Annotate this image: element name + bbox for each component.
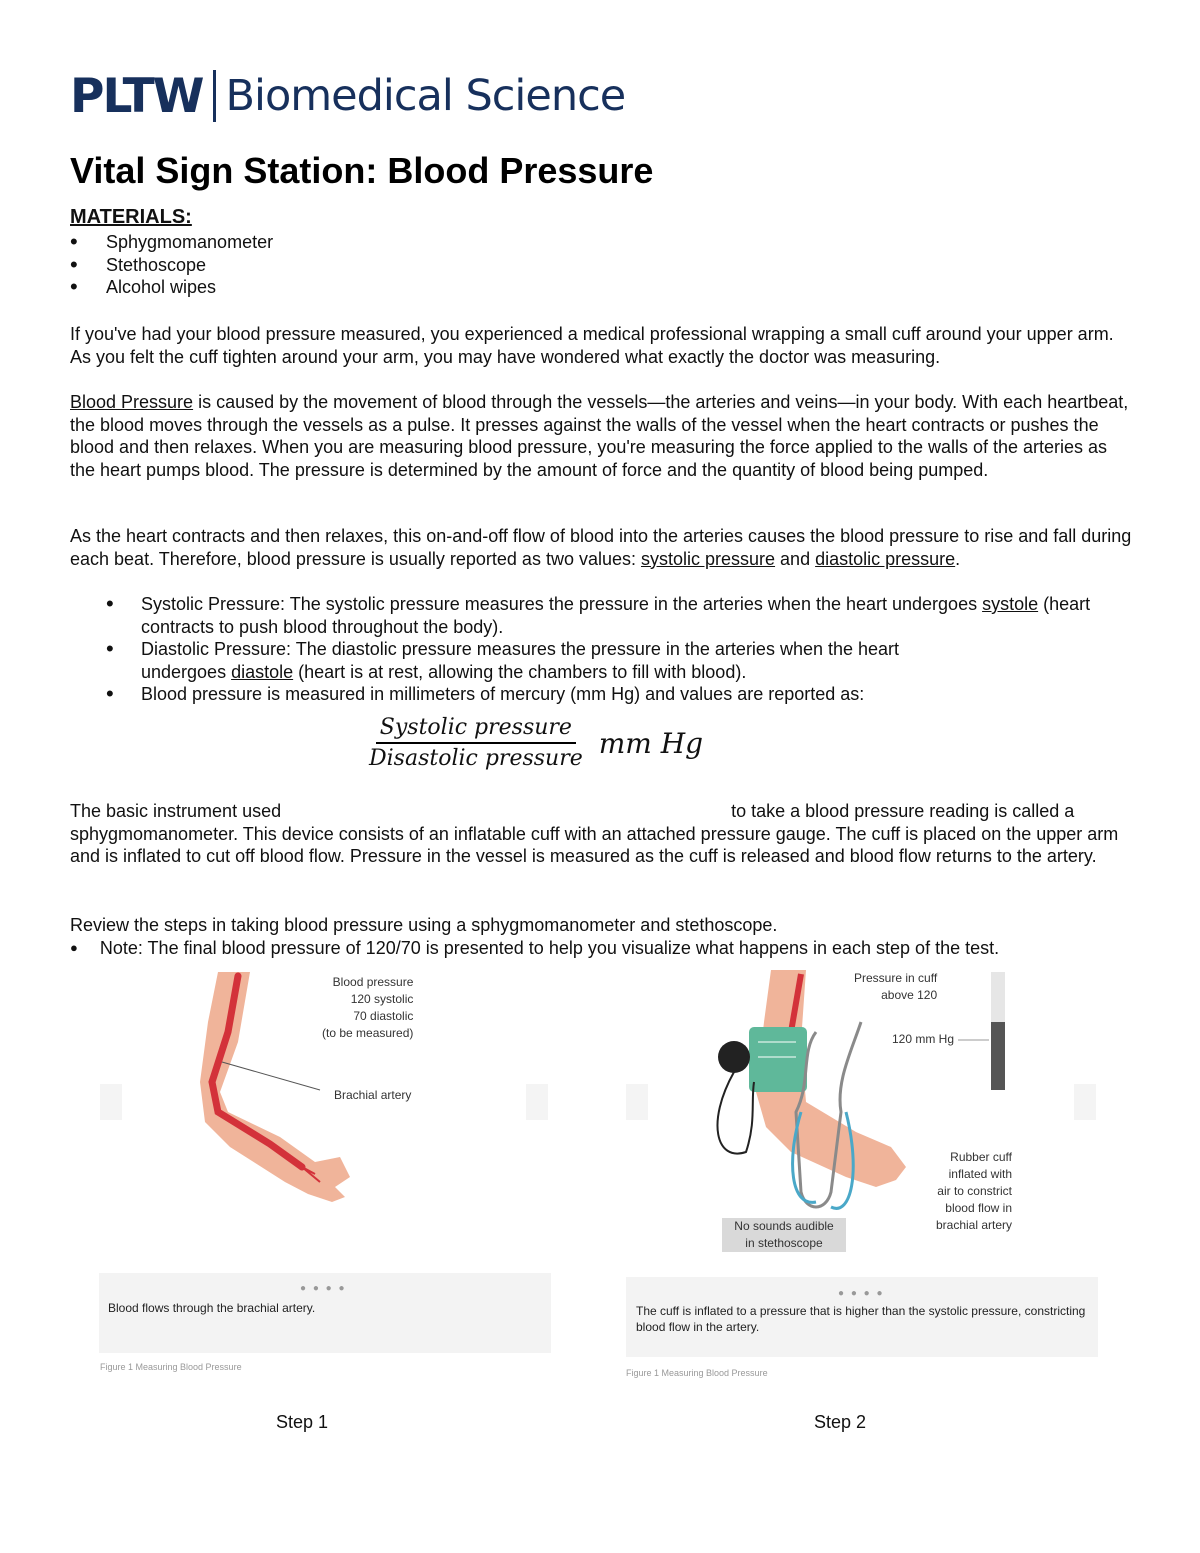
formula-numerator: Systolic pressure <box>376 715 576 744</box>
step-2-label: Step 2 <box>814 1412 867 1432</box>
term-blood-pressure: Blood Pressure <box>70 392 194 412</box>
figure-label: Figure 1 Measuring Blood Pressure <box>100 1362 242 1372</box>
figure-caption: The cuff is inflated to a pressure that is higher than the systolic pressure, constricting blood flow in the artery. <box>636 1304 1086 1334</box>
figure-caption: Blood flows through the brachial artery. <box>108 1301 316 1315</box>
list-item-systolic <box>106 593 1136 638</box>
list-item: • Stethoscope <box>70 254 273 277</box>
cuff-label-line: brachial artery <box>935 1218 1012 1232</box>
gauge-label: 120 mm Hg <box>892 1032 955 1046</box>
materials-list <box>70 231 273 299</box>
cuff-label-line: blood flow in <box>945 1201 1012 1215</box>
values-text: As the heart contracts and then relaxes, this on-and-off flow of blood into the arteries causes the blood pressure to rise and fall during each beat. Therefore, blood pressure is usually reported as two values: <box>70 526 1132 569</box>
list-item: • Alcohol wipes <box>70 276 273 299</box>
systolic-text-end: (heart contracts to push blood throughout the body). <box>141 594 1091 637</box>
instrument-lead: The basic instrument used <box>70 801 282 821</box>
formula-denominator: Disastolic pressure <box>369 746 583 771</box>
carousel-dots[interactable]: ● ● ● ● <box>838 1288 885 1299</box>
figure-2 <box>606 962 1100 1382</box>
cuff-label-line: inflated with <box>948 1167 1012 1181</box>
list-item-units: • Blood pressure is measured in millimeters of mercury (mm Hg) and values are reported as: <box>106 683 1136 706</box>
pressure-label <box>854 970 937 1004</box>
cuff-label <box>912 1149 1012 1234</box>
systolic-text: Systolic Pressure: The systolic pressure measures the pressure in the arteries when the heart undergoes <box>141 594 983 614</box>
values-end: . <box>955 548 961 569</box>
pressure-list <box>106 593 1136 706</box>
materials-heading: MATERIALS: <box>70 206 192 228</box>
review-paragraph: Review the steps in taking blood pressure using a sphygmomanometer and stethoscope. <box>70 915 778 935</box>
diastolic-text-end: (heart is at rest, allowing the chambers to fill with blood). <box>293 661 747 682</box>
sound-label-line: in stethoscope <box>745 1236 823 1250</box>
artery-label: Brachial artery <box>334 1088 412 1102</box>
logo-divider <box>213 70 216 122</box>
sound-label <box>722 1218 846 1252</box>
pressure-label-line: above 120 <box>881 988 938 1002</box>
bp-label-line: (to be measured) <box>322 1026 414 1040</box>
values-and: and <box>775 548 816 569</box>
cuff-label-line: Rubber cuff <box>950 1150 1012 1164</box>
diastolic-text: Diastolic Pressure: The diastolic pressure measures the pressure in the arteries when the heart undergoes <box>141 639 900 682</box>
term-systole: systole <box>982 594 1039 614</box>
pltw-logo <box>70 68 625 124</box>
bp-label <box>322 974 413 1042</box>
figure-1 <box>70 962 560 1382</box>
note-item: ● Note: The final blood pressure of 120/70 is presented to help you visualize what happens in each step of the test. <box>70 937 999 962</box>
values-paragraph <box>70 525 1135 570</box>
formula-fraction <box>365 715 587 771</box>
bp-label-line: Blood pressure <box>332 975 414 989</box>
formula-unit: mm Hg <box>598 726 704 760</box>
term-systolic-pressure: systolic pressure <box>641 548 776 569</box>
figure-label: Figure 1 Measuring Blood Pressure <box>626 1368 768 1378</box>
sound-label-line: No sounds audible <box>734 1219 834 1233</box>
term-diastolic-pressure: diastolic pressure <box>815 548 956 569</box>
step-1-label: Step 1 <box>276 1412 329 1432</box>
pressure-label-line: Pressure in cuff <box>854 971 938 985</box>
logo-subtitle: Biomedical Science <box>225 71 626 121</box>
intro-paragraph: If you've had your blood pressure measured, you experienced a medical professional wrapping a small cuff around your upper arm. As you felt the cuff tighten around your arm, you may have wondered what exactly the doctor was measuring. <box>70 324 1114 367</box>
list-item-diastolic <box>106 638 931 683</box>
page-title: Vital Sign Station: Blood Pressure <box>70 150 654 191</box>
instrument-paragraph <box>70 800 1135 868</box>
term-diastole: diastole <box>231 661 294 682</box>
bp-label-line: 120 systolic <box>350 992 414 1006</box>
definition-text: is caused by the movement of blood through the vessels—the arteries and veins—in your body. With each heartbeat, the blood moves through the vessels as a pulse. It presses against the walls of the vessel when the heart contracts or pushes the blood and then relaxes. When you are measuring blood pressure, you're measuring the force applied to the walls of the arteries as the heart pumps blood. The pressure is determined by the amount of force and the quantity of blood being pumped. <box>70 392 1129 480</box>
instrument-text: to take a blood pressure reading is called a sphygmomanometer. This device consists of an inflatable cuff with an attached pressure gauge. The cuff is placed on the upper arm and is inflated to cut off blood flow. Pressure in the vessel is measured as the cuff is released and blood flow returns to the artery. <box>70 801 1119 866</box>
carousel-dots[interactable]: ● ● ● ● <box>300 1283 347 1294</box>
logo-brand: PLTW <box>70 68 203 124</box>
list-item: • Sphygmomanometer <box>70 231 273 254</box>
cuff-label-line: air to constrict <box>937 1184 1012 1198</box>
bp-formula <box>365 715 703 771</box>
bp-label-line: 70 diastolic <box>353 1009 414 1023</box>
arm-illustration <box>70 962 560 1272</box>
definition-paragraph <box>70 391 1135 481</box>
cuff-illustration <box>606 962 1100 1272</box>
